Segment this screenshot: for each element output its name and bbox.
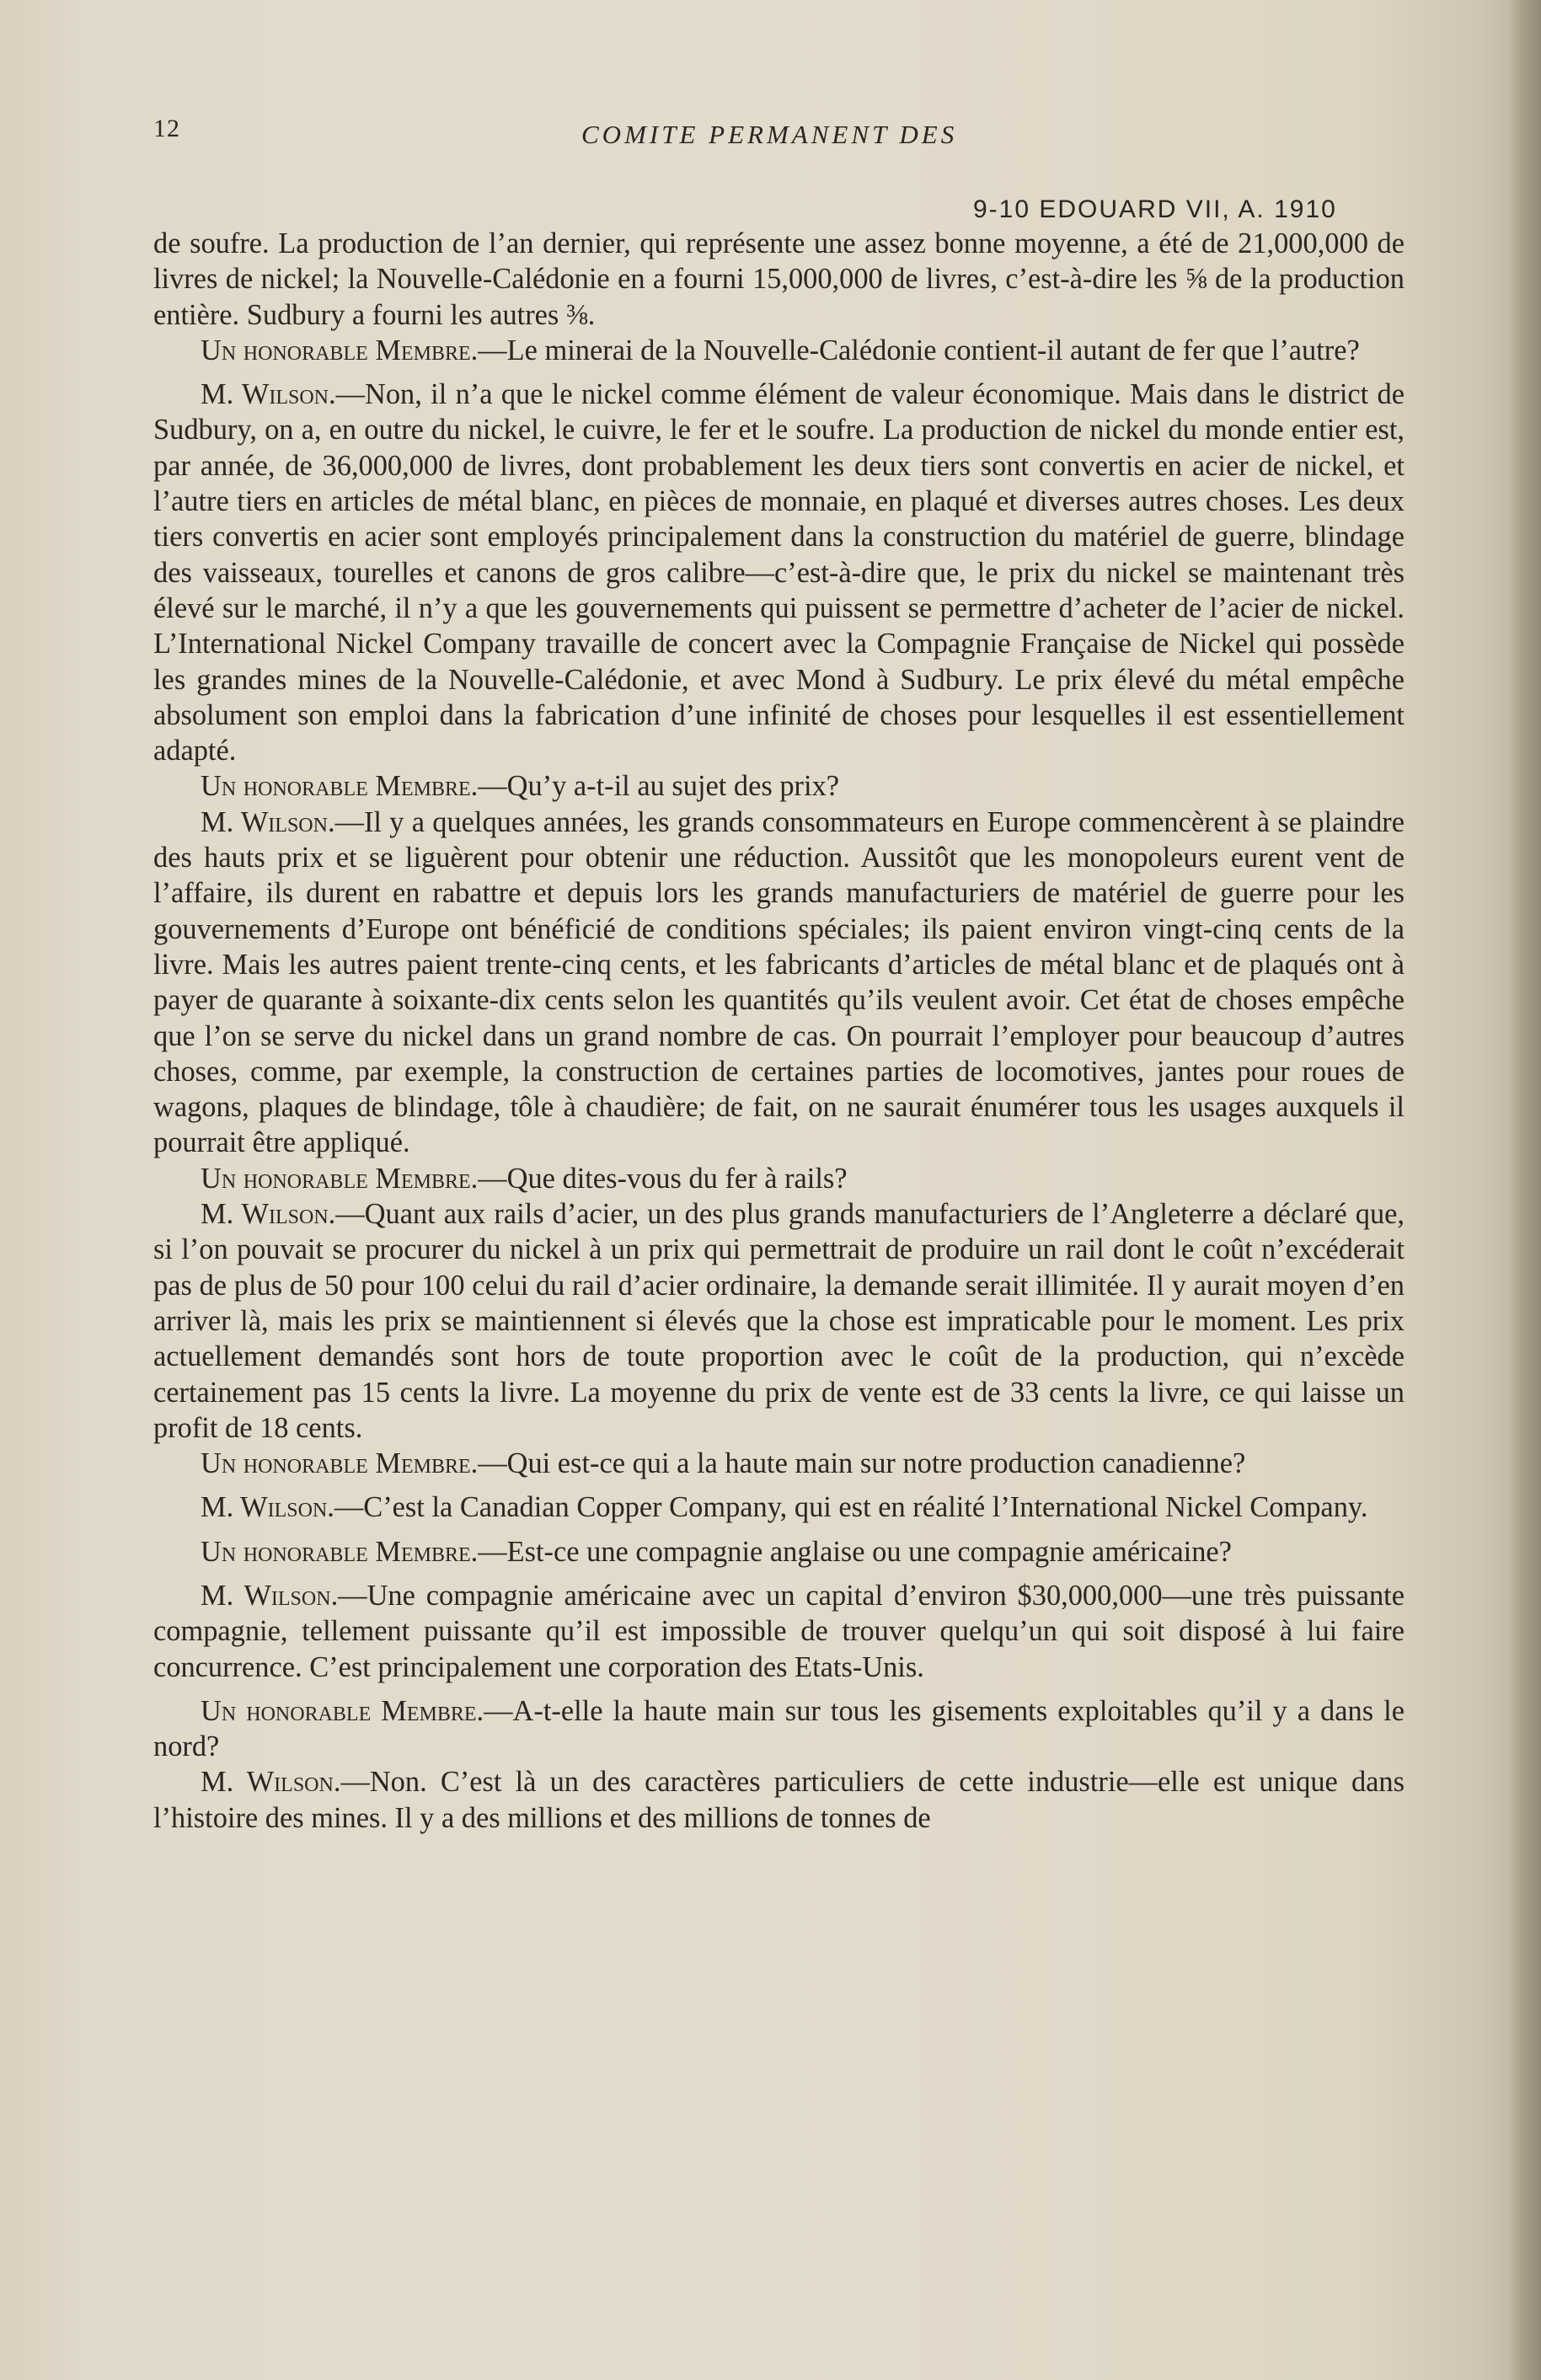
paragraph-text: —Qu’y a-t-il au sujet des prix?: [478, 770, 840, 803]
paragraph: [153, 1196, 1405, 1446]
paragraph-text: —Une compagnie américaine avec un capital d’environ $30,000,000—une très puissante compagnie, tellement puissante qu’il est impossible de trouver quelqu’un qui soit disposé à lui faire concurrence. C’est principalement une corporation des Etats-Unis.: [153, 1579, 1405, 1683]
paragraph: [153, 377, 1405, 768]
paragraph: [153, 1161, 1405, 1196]
speaker-name: M. Wilson.: [201, 805, 335, 838]
speaker-name: Un honorable Membre.: [201, 770, 479, 803]
speaker-name: Un honorable Membre.: [201, 1447, 479, 1480]
page-number: 12: [153, 115, 180, 142]
paragraph-text: de soufre. La production de l’an dernier, qui représente une assez bonne moyenne, a été de 21,000,000 de livres de nickel; la Nouvelle-Calédonie en a fourni 15,000,000 de livres, c’est-à-dire les ⅝ de la production entière. Sudbury a fourni les autres ⅜.: [153, 227, 1405, 331]
paragraph: [153, 805, 1405, 1161]
speaker-name: M. Wilson.: [201, 1491, 334, 1524]
paragraph-text: —Que dites-vous du fer à rails?: [478, 1162, 848, 1195]
paragraph: [153, 1446, 1405, 1481]
speaker-name: Un honorable Membre.: [201, 1162, 479, 1195]
paragraph-text: —Il y a quelques années, les grands consommateurs en Europe commencèrent à se plaindre des hauts prix et se liguèrent pour obtenir une réduction. Aussitôt que les monopoleurs eurent vent de l’affaire, ils durent en rabattre et depuis lors les grands manufacturiers de matériel de guerre pour les gouvernements d’Europe ont bénéficié de conditions spéciales; ils paient environ vingt-cinq cents de la livre. Mais les autres paient trente-cinq cents, et les fabricants d’articles de métal blanc et de plaqués ont à payer de quarante à soixante-dix cents selon les quantités qu’ils veulent avoir. Cet état de choses empêche que l’on se serve du nickel dans un grand nombre de cas. On pourrait l’employer pour beaucoup d’autres choses, comme, par exemple, la construction de certaines parties de locomotives, jantes pour roues de wagons, plaques de blindage, tôle à chaudière; de fait, on ne saurait énumérer tous les usages auxquels il pourrait être appliqué.: [153, 805, 1405, 1159]
paragraph: [153, 226, 1405, 333]
session-label: 9-10 EDOUARD VII, A. 1910: [973, 195, 1337, 223]
speaker-name: M. Wilson.: [201, 1198, 336, 1231]
paragraph: [153, 1578, 1405, 1685]
paragraph: [153, 1534, 1405, 1570]
paragraph-text: —C’est la Canadian Copper Company, qui est en réalité l’International Nickel Company.: [334, 1491, 1368, 1524]
running-title: COMITE PERMANENT DES: [581, 120, 958, 149]
paragraph-text: —Qui est-ce qui a la haute main sur notre production canadienne?: [478, 1447, 1246, 1480]
paragraph: [153, 1764, 1405, 1836]
body-text: [153, 226, 1405, 1836]
speaker-name: M. Wilson.: [201, 1579, 339, 1612]
paragraph-text: —A-t-elle la haute main sur tous les gisements exploitables qu’il y a dans le nord?: [153, 1694, 1405, 1763]
speaker-name: M. Wilson.: [201, 378, 336, 411]
paragraph: [153, 333, 1405, 368]
paragraph-text: —Le minerai de la Nouvelle-Calédonie contient-il autant de fer que l’autre?: [478, 334, 1360, 366]
paragraph-text: —Non, il n’a que le nickel comme élément de valeur économique. Mais dans le district de Sudbury, on a, en outre du nickel, le cuivre, le fer et le soufre. La production de nickel du monde entier est, par année, de 36,000,000 de livres, dont probablement les deux tiers sont convertis en acier de nickel, et l’autre tiers en articles de métal blanc, en pièces de monnaie, en plaqué et diverses autres choses. Les deux tiers convertis en acier sont employés principalement dans la construction du matériel de guerre, blindage des vaisseaux, tourelles et canons de gros calibre—c’est-à-dire que, le prix du nickel se maintenant très élevé sur le marché, il n’y a que les gouvernements qui puissent se permettre d’acheter de l’acier de nickel. L’International Nickel Company travaille de concert avec la Compagnie Française de Nickel qui possède les grandes mines de la Nouvelle-Calédonie, et avec Mond à Sudbury. Le prix élevé du métal empêche absolument son emploi dans la fabrication d’une infinité de choses pour lesquelles il est essentiellement adapté.: [153, 378, 1405, 767]
paragraph-text: —Quant aux rails d’acier, un des plus grands manufacturiers de l’Angleterre a déclaré que, si l’on pouvait se procurer du nickel à un prix qui permettrait de produire un rail dont le coût n’excéderait pas de plus de 50 pour 100 celui du rail d’acier ordinaire, la demande serait illimitée. Il y aurait moyen d’en arriver là, mais les prix se maintiennent si élevés que la chose est impraticable pour le moment. Les prix actuellement demandés sont hors de toute proportion avec le coût de la production, qui n’excède certainement pas 15 cents la livre. La moyenne du prix de vente est de 33 cents la livre, ce qui laisse un profit de 18 cents.: [153, 1198, 1405, 1444]
speaker-name: Un honorable Membre.: [201, 334, 479, 366]
speaker-name: Un honorable Membre.: [201, 1535, 479, 1568]
speaker-name: M. Wilson.: [201, 1766, 341, 1799]
paragraph: [153, 768, 1405, 804]
paragraph-text: —Est-ce une compagnie anglaise ou une compagnie américaine?: [478, 1535, 1232, 1568]
speaker-name: Un honorable Membre.: [201, 1694, 484, 1727]
paragraph: [153, 1693, 1405, 1765]
paragraph-text: —Non. C’est là un des caractères particuliers de cette industrie—elle est unique dans l’histoire des mines. Il y a des millions et des millions de tonnes de: [153, 1766, 1405, 1834]
paragraph: [153, 1490, 1405, 1525]
page-binding-shadow: [1509, 0, 1541, 2380]
